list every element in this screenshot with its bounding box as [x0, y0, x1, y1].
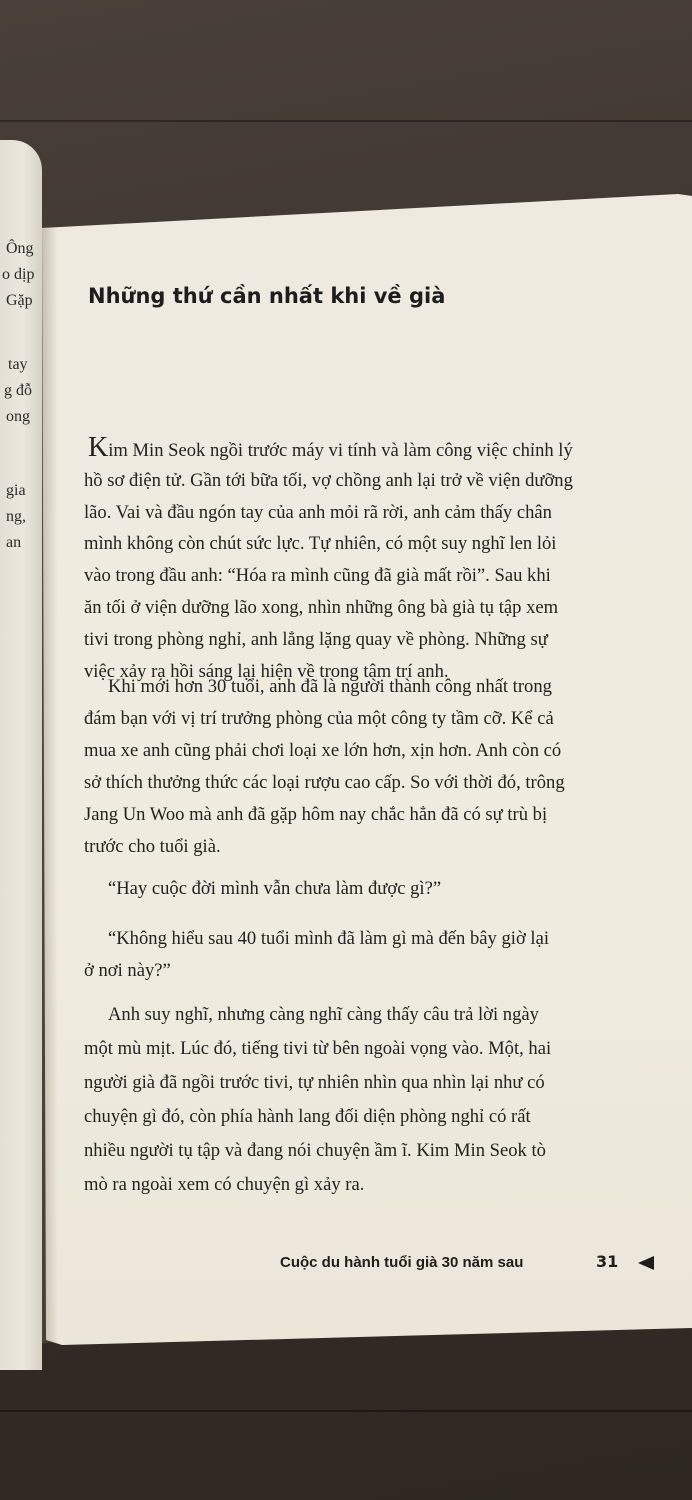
paragraph-2-line: [84, 804, 547, 826]
paragraph-3-line: [84, 1106, 531, 1128]
line-text: mình không còn chút sức lực. Tự nhiên, có một suy nghĩ len lỏi: [84, 533, 557, 555]
line-text: Khi mới hơn 30 tuổi, anh đã là người thành công nhất trong: [108, 676, 552, 697]
drop-cap: K: [88, 432, 109, 463]
line-text: nhiều người tụ tập và đang nói chuyện ầm ĩ. Kim Min Seok tò: [84, 1140, 546, 1161]
left-page-fragment: o dịp: [2, 266, 35, 283]
line-text: Jang Un Woo mà anh đã gặp hôm nay chắc hẳn đã có sự trù bị: [84, 804, 548, 825]
paragraph-3-line: [108, 1004, 539, 1026]
line-text: sở thích thưởng thức các loại rượu cao cấp. So với thời đó, trông: [84, 772, 565, 793]
paragraph-1-line: [84, 502, 552, 524]
line-text: đám bạn với vị trí trưởng phòng của một công ty tầm cỡ. Kể cả: [84, 708, 554, 729]
triangle-marker-icon: [638, 1256, 654, 1270]
left-page-fragment: ng,: [6, 508, 26, 525]
paragraph-2-line: [84, 836, 221, 858]
line-text: “Hay cuộc đời mình vẫn chưa làm được gì?”: [108, 878, 442, 899]
quote-2-line: [108, 928, 549, 950]
paragraph-3-line: [84, 1072, 545, 1094]
paragraph-3-line: [84, 1038, 551, 1060]
line-text: hồ sơ điện tử. Gần tới bữa tối, vợ chồng anh lại trở về viện dưỡng: [84, 469, 573, 491]
paragraph-1-line: [84, 565, 551, 587]
line-text: “Không hiểu sau 40 tuổi mình đã làm gì mà đến bây giờ lại: [108, 928, 550, 949]
quote-2-line: [84, 960, 171, 982]
page-number: 31: [596, 1252, 619, 1271]
left-page-fragment: Gặp: [6, 292, 33, 309]
paragraph-1-line: [84, 629, 548, 651]
left-page-fragment: Ông: [6, 240, 34, 257]
line-text: người già đã ngồi trước tivi, tự nhiên nhìn qua nhìn lại như có: [84, 1072, 545, 1093]
paragraph-2-line: [84, 740, 561, 762]
line-text: tivi trong phòng nghỉ, anh lẳng lặng quay về phòng. Những sự: [84, 628, 548, 650]
paragraph-1-line: [84, 597, 558, 619]
left-page-fragment: ong: [6, 408, 30, 425]
paragraph-2-line: [84, 708, 554, 730]
line-text: mò ra ngoài xem có chuyện gì xảy ra.: [84, 1174, 365, 1195]
left-page-fragment: gia: [6, 482, 26, 499]
line-text: việc xảy ra hồi sáng lại hiện về trong tâm trí anh.: [84, 660, 449, 682]
line-text: mua xe anh cũng phải chơi loại xe lớn hơn, xịn hơn. Anh còn có: [84, 740, 562, 761]
paragraph-2-line: [84, 772, 565, 794]
paragraph-1-line: [84, 533, 556, 555]
line-text: ở nơi này?”: [84, 960, 171, 981]
line-text: chuyện gì đó, còn phía hành lang đối diện phòng nghỉ có rất: [84, 1106, 531, 1127]
running-footer-title: Cuộc du hành tuổi già 30 năm sau: [280, 1254, 524, 1271]
quote-1-line: [108, 878, 441, 900]
paragraph-3-line: [84, 1140, 546, 1162]
paragraph-2-line: [108, 676, 552, 698]
paragraph-3-line: [84, 1174, 364, 1196]
line-text: lão. Vai và đầu ngón tay của anh mỏi rã rời, anh cảm thấy chân: [84, 501, 552, 523]
paragraph-1-line: [88, 432, 573, 463]
left-page-fragment: g đỗ: [4, 382, 32, 399]
line-text: im Min Seok ngồi trước máy vi tính và làm công việc chỉnh lý: [108, 440, 573, 461]
line-text: trước cho tuổi già.: [84, 836, 221, 857]
left-page-fragment: an: [6, 534, 22, 551]
left-page-fragment: tay: [8, 356, 28, 373]
line-text: vào trong đầu anh: “Hóa ra mình cũng đã già mất rồi”. Sau khi: [84, 565, 551, 587]
chapter-title: Những thứ cần nhất khi về già: [88, 284, 446, 308]
line-text: một mù mịt. Lúc đó, tiếng tivi từ bên ngoài vọng vào. Một, hai: [84, 1038, 552, 1059]
paragraph-1-line: [84, 470, 573, 492]
line-text: Anh suy nghĩ, nhưng càng nghĩ càng thấy câu trả lời ngày: [108, 1004, 539, 1025]
line-text: ăn tối ở viện dưỡng lão xong, nhìn những ông bà già tụ tập xem: [84, 597, 559, 618]
